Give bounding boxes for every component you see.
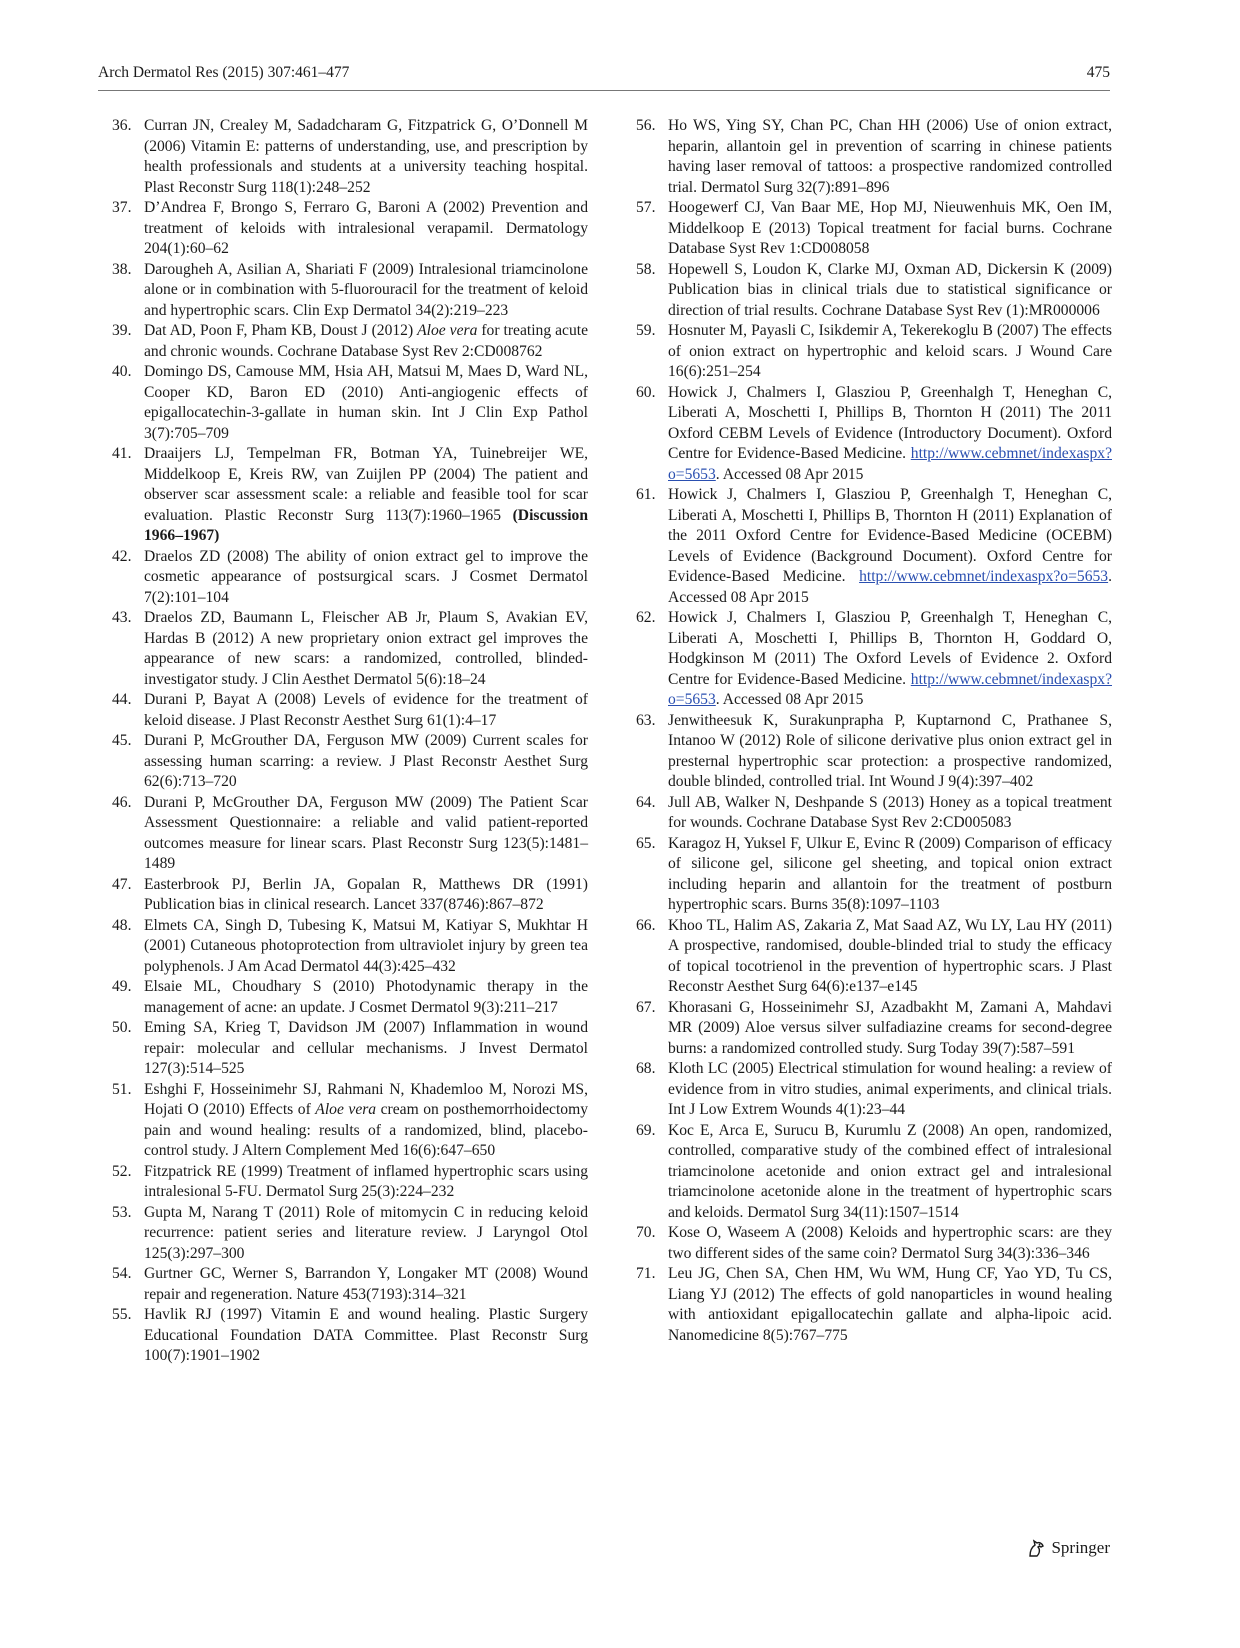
springer-horse-icon [1027, 1538, 1045, 1558]
reference-text: Jenwitheesuk K, Surakunprapha P, Kuptarnond C, Prathanee S, Intanoo W (2012) Role of silicone derivative plus onion extract gel in presternal hypertrophic scar protection: a prospective randomized, double blinded, controlled trial. Int Wound J 9(4):397–402 [668, 711, 1112, 790]
reference-text: Kose O, Waseem A (2008) Keloids and hypertrophic scars: are they two different sides of the same coin? Dermatol Surg 34(3):336–346 [668, 1224, 1112, 1262]
reference-number: 41. [112, 445, 132, 462]
reference-text: Elmets CA, Singh D, Tubesing K, Matsui M, Katiyar S, Mukhtar H (2001) Cutaneous photoprotection from ultraviolet injury by green tea polyphenols. J Am Acad Dermatol 44(3):425–432 [144, 916, 588, 975]
reference-number: 60. [636, 383, 656, 401]
reference-number: 69. [636, 1121, 656, 1139]
reference-text: Durani P, McGrouther DA, Ferguson MW (2009) The Patient Scar Assessment Questionnaire: a reliable and valid patient-reported outcomes measure for linear scars. Plast Reconstr Surg 123(5):1481–1489 [144, 793, 588, 872]
reference-number: 43. [112, 609, 132, 626]
reference-number: 45. [112, 732, 132, 749]
publisher-name: Springer [1051, 1538, 1110, 1557]
reference-item [112, 362, 588, 444]
reference-item [112, 875, 588, 916]
reference-text: Gupta M, Narang T (2011) Role of mitomycin C in reducing keloid recurrence: patient series and literature review. J Laryngol Otol 125(3):297–300 [144, 1203, 588, 1262]
reference-text: Dat AD, Poon F, Pham KB, Doust J (2012) [144, 322, 418, 339]
reference-number: 59. [636, 322, 656, 339]
reference-number: 58. [636, 260, 656, 278]
reference-text: Karagoz H, Yuksel F, Ulkur E, Evinc R (2009) Comparison of efficacy of silicone gel, silicone gel sheeting, and topical onion extract including heparin and allantoin for the treatment of postburn hypertrophic scars. Burns 35(8):1097–1103 [668, 834, 1112, 913]
reference-url-link[interactable]: http://www.cebmnet/indexaspx?o=5653 [859, 568, 1109, 585]
reference-item [636, 1121, 1112, 1224]
page-number: 475 [1086, 64, 1110, 81]
reference-number: 37. [112, 199, 132, 216]
reference-url-link[interactable]: http://www.cebmnet/indexaspx?o=5653 [668, 670, 1112, 708]
reference-text: Khorasani G, Hosseinimehr SJ, Azadbakht M, Zamani A, Mahdavi MR (2009) Aloe versus silver sulfadiazine creams for second-degree burns: a randomized controlled study. Surg Today 39(7):587–591 [668, 998, 1112, 1057]
reference-italic-text: Aloe vera [417, 322, 478, 339]
reference-item [112, 321, 588, 362]
reference-text: Fitzpatrick RE (1999) Treatment of inflamed hypertrophic scars using intralesional 5-FU. Dermatol Surg 25(3):224–232 [144, 1162, 588, 1200]
reference-number: 54. [112, 1265, 132, 1282]
reference-item [112, 444, 588, 547]
reference-text: Khoo TL, Halim AS, Zakaria Z, Mat Saad AZ, Wu LY, Lau HY (2011) A prospective, randomised, double-blinded trial to study the efficacy of topical tocotrienol in the prevention of hypertrophic scars. J Plast Reconstr Aesthet Surg 64(6):e137–e145 [668, 916, 1112, 995]
reference-item [636, 1264, 1112, 1346]
publisher-footer [1027, 1538, 1110, 1558]
reference-item [112, 731, 588, 793]
reference-text: Leu JG, Chen SA, Chen HM, Wu WM, Hung CF, Yao YD, Tu CS, Liang YJ (2012) The effects of gold nanoparticles in wound healing with antioxidant epigallocatechin gallate and alpha-lipoic acid. Nanomedicine 8(5):767–775 [668, 1265, 1112, 1344]
reference-text: for treating acute and chronic wounds. Cochrane Database Syst Rev 2:CD008762 [144, 322, 588, 360]
reference-text: Jull AB, Walker N, Deshpande S (2013) Honey as a topical treatment for wounds. Cochrane Database Syst Rev 2:CD005083 [668, 793, 1112, 831]
reference-number: 51. [112, 1080, 132, 1098]
reference-number: 55. [112, 1306, 132, 1323]
reference-text: Koc E, Arca E, Surucu B, Kurumlu Z (2008) An open, randomized, controlled, comparative study of the combined effect of intralesional triamcinolone acetonide and onion extract gel and intralesional triamcinolone acetonide alone in the treatment of hypertrophic scars and keloids. Dermatol Surg 34(11):1507–1514 [668, 1121, 1112, 1221]
reference-number: 53. [112, 1203, 132, 1221]
reference-text: Curran JN, Crealey M, Sadadcharam G, Fitzpatrick G, O’Donnell M (2006) Vitamin E: patterns of understanding, use, and prescription by health professionals and students at a university teaching hospital. Plast Reconstr Surg 118(1):248–252 [144, 117, 588, 196]
reference-text: Darougheh A, Asilian A, Shariati F (2009) Intralesional triamcinolone alone or in combination with 5-fluorouracil for the treatment of keloid and hypertrophic scars. Clin Exp Dermatol 34(2):219–223 [144, 260, 588, 319]
reference-item [112, 977, 588, 1018]
reference-number: 39. [112, 322, 132, 339]
reference-item [112, 116, 588, 198]
reference-item [112, 793, 588, 875]
reference-text: Hoogewerf CJ, Van Baar ME, Hop MJ, Nieuwenhuis MK, Oen IM, Middelkoop E (2013) Topical treatment for facial burns. Cochrane Database Syst Rev 1:CD008058 [668, 199, 1112, 257]
reference-item [112, 198, 588, 260]
reference-number: 64. [636, 793, 656, 811]
reference-number: 36. [112, 117, 132, 134]
reference-number: 48. [112, 916, 132, 934]
reference-item [112, 916, 588, 978]
reference-item [636, 321, 1112, 383]
reference-item [636, 793, 1112, 834]
reference-number: 66. [636, 916, 656, 934]
reference-number: 50. [112, 1019, 132, 1036]
reference-column-right [636, 116, 1112, 1346]
reference-item [112, 690, 588, 731]
reference-number: 47. [112, 875, 132, 893]
reference-number: 40. [112, 363, 132, 380]
reference-item [636, 383, 1112, 486]
reference-number: 61. [636, 486, 656, 503]
reference-access-date: . Accessed 08 Apr 2015 [715, 465, 864, 483]
reference-access-date: . Accessed 08 Apr 2015 [668, 568, 1112, 606]
running-header [98, 64, 1110, 90]
reference-number: 71. [636, 1265, 656, 1282]
reference-text: Gurtner GC, Werner S, Barrandon Y, Longaker MT (2008) Wound repair and regeneration. Nature 453(7193):314–321 [144, 1265, 588, 1303]
reference-text: D’Andrea F, Brongo S, Ferraro G, Baroni A (2002) Prevention and treatment of keloids with intralesional verapamil. Dermatology 204(1):60–62 [144, 199, 588, 257]
reference-item [112, 1080, 588, 1162]
reference-text: Hopewell S, Loudon K, Clarke MJ, Oxman AD, Dickersin K (2009) Publication bias in clinical trials due to statistical significance or direction of trial results. Cochrane Database Syst Rev (1):MR000006 [668, 260, 1112, 319]
reference-number: 68. [636, 1060, 656, 1077]
reference-italic-text: Aloe vera [315, 1101, 377, 1118]
reference-text: Elsaie ML, Choudhary S (2010) Photodynamic therapy in the management of acne: an update. J Cosmet Dermatol 9(3):211–217 [144, 978, 588, 1016]
reference-item [112, 1162, 588, 1203]
reference-item [112, 1018, 588, 1080]
reference-number: 52. [112, 1162, 132, 1180]
reference-text: Domingo DS, Camouse MM, Hsia AH, Matsui M, Maes D, Ward NL, Cooper KD, Baron ED (2010) Anti-angiogenic effects of epigallocatechin-3-gallate in human skin. Int J Clin Exp Pathol 3(7):705–709 [144, 363, 588, 442]
reference-item [112, 260, 588, 322]
reference-item [636, 834, 1112, 916]
reference-item [636, 260, 1112, 322]
reference-text: Easterbrook PJ, Berlin JA, Gopalan R, Matthews DR (1991) Publication bias in clinical research. Lancet 337(8746):867–872 [144, 875, 588, 913]
journal-citation: Arch Dermatol Res (2015) 307:461–477 [98, 64, 350, 81]
reference-item [112, 547, 588, 609]
reference-item [636, 916, 1112, 998]
reference-text: Draaijers LJ, Tempelman FR, Botman YA, Tuinebreijer WE, Middelkoop E, Kreis RW, van Zuijlen PP (2004) The patient and observer scar assessment scale: a reliable and feasible tool for scar evaluation. Plastic Reconstr Surg 113(7):1960–1965 [144, 445, 588, 524]
reference-text: Ho WS, Ying SY, Chan PC, Chan HH (2006) Use of onion extract, heparin, allantoin gel in prevention of scarring in chinese patients having laser removal of tattoos: a prospective randomized controlled trial. Dermatol Surg 32(7):891–896 [668, 117, 1112, 196]
reference-url-link[interactable]: http://www.cebmnet/indexaspx?o=5653 [668, 445, 1112, 483]
reference-item [112, 1305, 588, 1367]
reference-text: cream on posthemorrhoidectomy pain and wound healing: results of a randomized, blind, placebo-control study. J Altern Complement Med 16(6):647–650 [144, 1101, 588, 1159]
reference-item [112, 608, 588, 690]
reference-number: 46. [112, 793, 132, 811]
reference-text: Durani P, McGrouther DA, Ferguson MW (2009) Current scales for assessing human scarring: a review. J Plast Reconstr Aesthet Surg 62(6):713–720 [144, 732, 588, 790]
reference-number: 70. [636, 1224, 656, 1241]
reference-text: Howick J, Chalmers I, Glasziou P, Greenhalgh T, Heneghan C, Liberati A, Moschetti I, Phillips B, Thornton H (2011) The 2011 Oxford CEBM Levels of Evidence (Introductory Document). Oxford Centre for Evidence-Based Medicine. [668, 383, 1112, 462]
reference-item [636, 608, 1112, 711]
reference-item [636, 998, 1112, 1060]
reference-access-date: . Accessed 08 Apr 2015 [715, 691, 864, 708]
reference-text: Howick J, Chalmers I, Glasziou P, Greenhalgh T, Heneghan C, Liberati A, Moschetti I, Phillips B, Thornton H (2011) Explanation of the 2011 Oxford Centre for Evidence-Based Medicine (OCEBM) Levels of Evidence (Background Document). Oxford Centre for Evidence-Based Medicine. [668, 486, 1112, 585]
header-divider [98, 90, 1110, 91]
reference-item [112, 1264, 588, 1305]
reference-item [112, 1203, 588, 1265]
reference-text: Howick J, Chalmers I, Glasziou P, Greenhalgh T, Heneghan C, Liberati A, Moschetti I, Phillips B, Thornton H, Goddard O, Hodgkinson M (2011) The Oxford Levels of Evidence 2. Oxford Centre for Evidence-Based Medicine. [668, 609, 1112, 688]
reference-number: 57. [636, 199, 656, 216]
reference-text: Draelos ZD (2008) The ability of onion extract gel to improve the cosmetic appearance of postsurgical scars. J Cosmet Dermatol 7(2):101–104 [144, 547, 588, 606]
reference-bold-text: (Discussion 1966–1967) [144, 506, 588, 544]
reference-text: Draelos ZD, Baumann L, Fleischer AB Jr, Plaum S, Avakian EV, Hardas B (2012) A new proprietary onion extract gel improves the appearance of new scars: a randomized, controlled, blinded-investigator study. J Clin Aesthet Dermatol 5(6):18–24 [144, 609, 588, 688]
reference-item [636, 116, 1112, 198]
reference-number: 49. [112, 978, 132, 995]
reference-text: Eshghi F, Hosseinimehr SJ, Rahmani N, Khademloo M, Norozi MS, Hojati O (2010) Effects of [144, 1080, 588, 1118]
reference-item [636, 485, 1112, 608]
reference-number: 62. [636, 609, 656, 626]
reference-number: 65. [636, 834, 656, 852]
reference-number: 63. [636, 711, 656, 729]
reference-column-left [112, 116, 588, 1367]
reference-number: 67. [636, 998, 656, 1016]
reference-text: Eming SA, Krieg T, Davidson JM (2007) Inflammation in wound repair: molecular and cellular mechanisms. J Invest Dermatol 127(3):514–525 [144, 1019, 588, 1077]
reference-item [636, 1223, 1112, 1264]
reference-number: 42. [112, 547, 132, 565]
reference-text: Havlik RJ (1997) Vitamin E and wound healing. Plastic Surgery Educational Foundation DATA Committee. Plast Reconstr Surg 100(7):1901–1902 [144, 1306, 588, 1364]
reference-text: Kloth LC (2005) Electrical stimulation for wound healing: a review of evidence from in vitro studies, animal experiments, and clinical trials. Int J Low Extrem Wounds 4(1):23–44 [668, 1060, 1112, 1118]
reference-number: 38. [112, 260, 132, 278]
reference-text: Durani P, Bayat A (2008) Levels of evidence for the treatment of keloid disease. J Plast Reconstr Aesthet Surg 61(1):4–17 [144, 691, 588, 729]
reference-number: 44. [112, 691, 132, 708]
reference-item [636, 1059, 1112, 1121]
reference-item [636, 198, 1112, 260]
reference-text: Hosnuter M, Payasli C, Isikdemir A, Tekerekoglu B (2007) The effects of onion extract on hypertrophic and keloid scars. J Wound Care 16(6):251–254 [668, 322, 1112, 380]
reference-item [636, 711, 1112, 793]
reference-number: 56. [636, 117, 656, 134]
